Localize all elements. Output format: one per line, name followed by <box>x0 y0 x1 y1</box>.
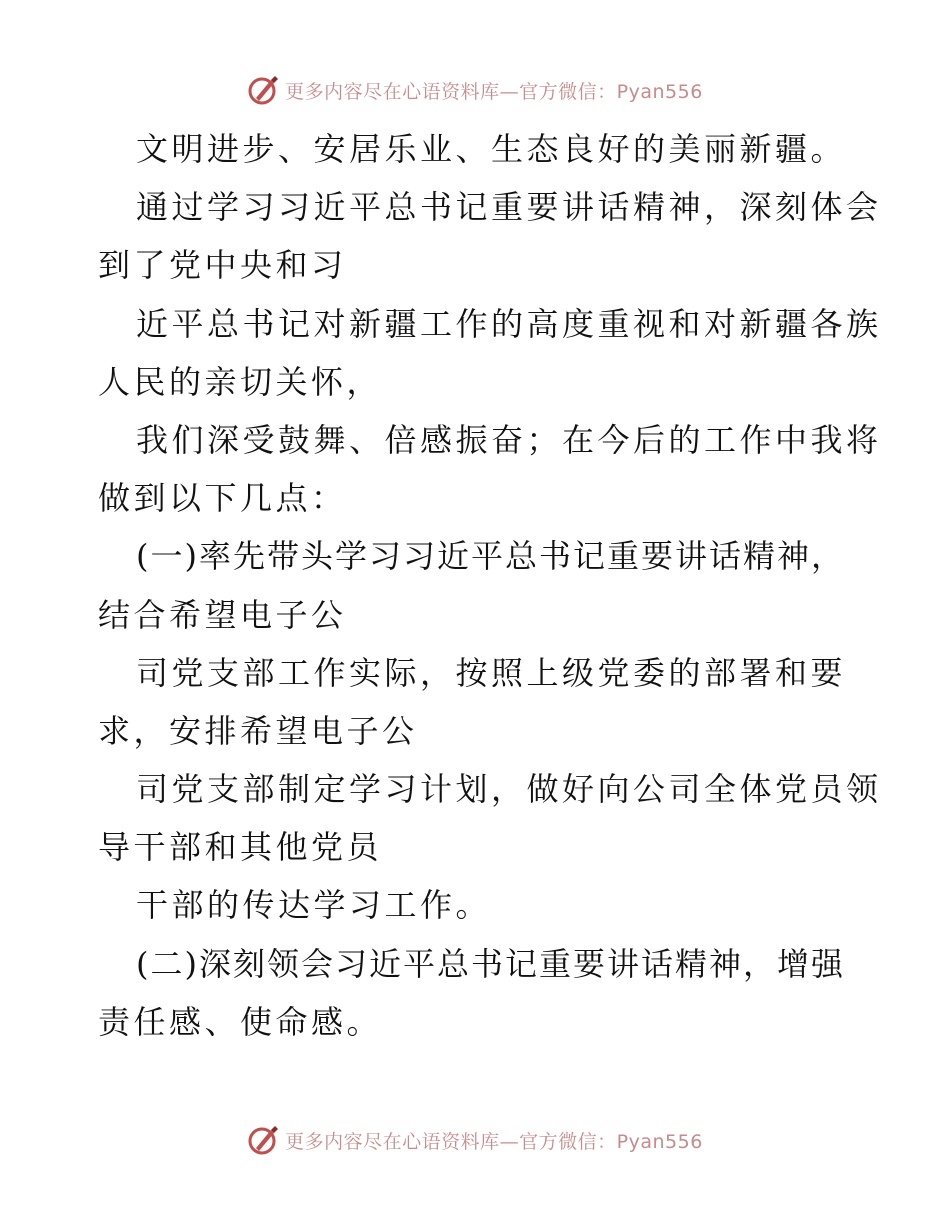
body-line: 导干部和其他党员 <box>98 828 383 867</box>
body-line: 文明进步、安居乐业、生态良好的美丽新疆。 <box>136 130 847 168</box>
body-line: 司党支部工作实际，按照上级党委的部署和要 <box>136 653 847 692</box>
header-banner-text: 更多内容尽在心语资料库—官方微信：Pyan556 <box>285 80 703 103</box>
body-line: (一)率先带头学习习近平总书记重要讲话精神， <box>136 537 845 576</box>
header-wechat-id: Pyan556 <box>616 80 703 103</box>
body-line: 责任感、使命感。 <box>98 1002 383 1041</box>
body-line: (二)深刻领会习近平总书记重要讲话精神，增强 <box>136 944 845 983</box>
document-body <box>98 120 882 1051</box>
footer-banner-text: 更多内容尽在心语资料库—官方微信：Pyan556 <box>285 1130 703 1153</box>
footer-wechat-id: Pyan556 <box>616 1130 703 1153</box>
body-line: 求，安排希望电子公 <box>98 711 418 750</box>
body-line: 通过学习习近平总书记重要讲话精神，深刻体会 <box>136 188 882 227</box>
body-line: 人民的亲切关怀， <box>98 362 383 401</box>
pen-circle-logo-icon <box>247 74 279 106</box>
body-line: 干部的传达学习工作。 <box>136 886 492 925</box>
body-line: 近平总书记对新疆工作的高度重视和对新疆各族 <box>136 304 882 343</box>
body-line: 到了党中央和习 <box>98 246 347 285</box>
header-watermark-banner <box>0 70 950 110</box>
pen-circle-logo-icon <box>247 1124 279 1156</box>
footer-watermark-banner <box>0 1120 950 1160</box>
body-line: 结合希望电子公 <box>98 595 347 634</box>
body-line: 司党支部制定学习计划，做好向公司全体党员领 <box>136 770 882 809</box>
body-line: 我们深受鼓舞、倍感振奋；在今后的工作中我将 <box>136 420 882 459</box>
body-line: 做到以下几点： <box>98 479 347 518</box>
